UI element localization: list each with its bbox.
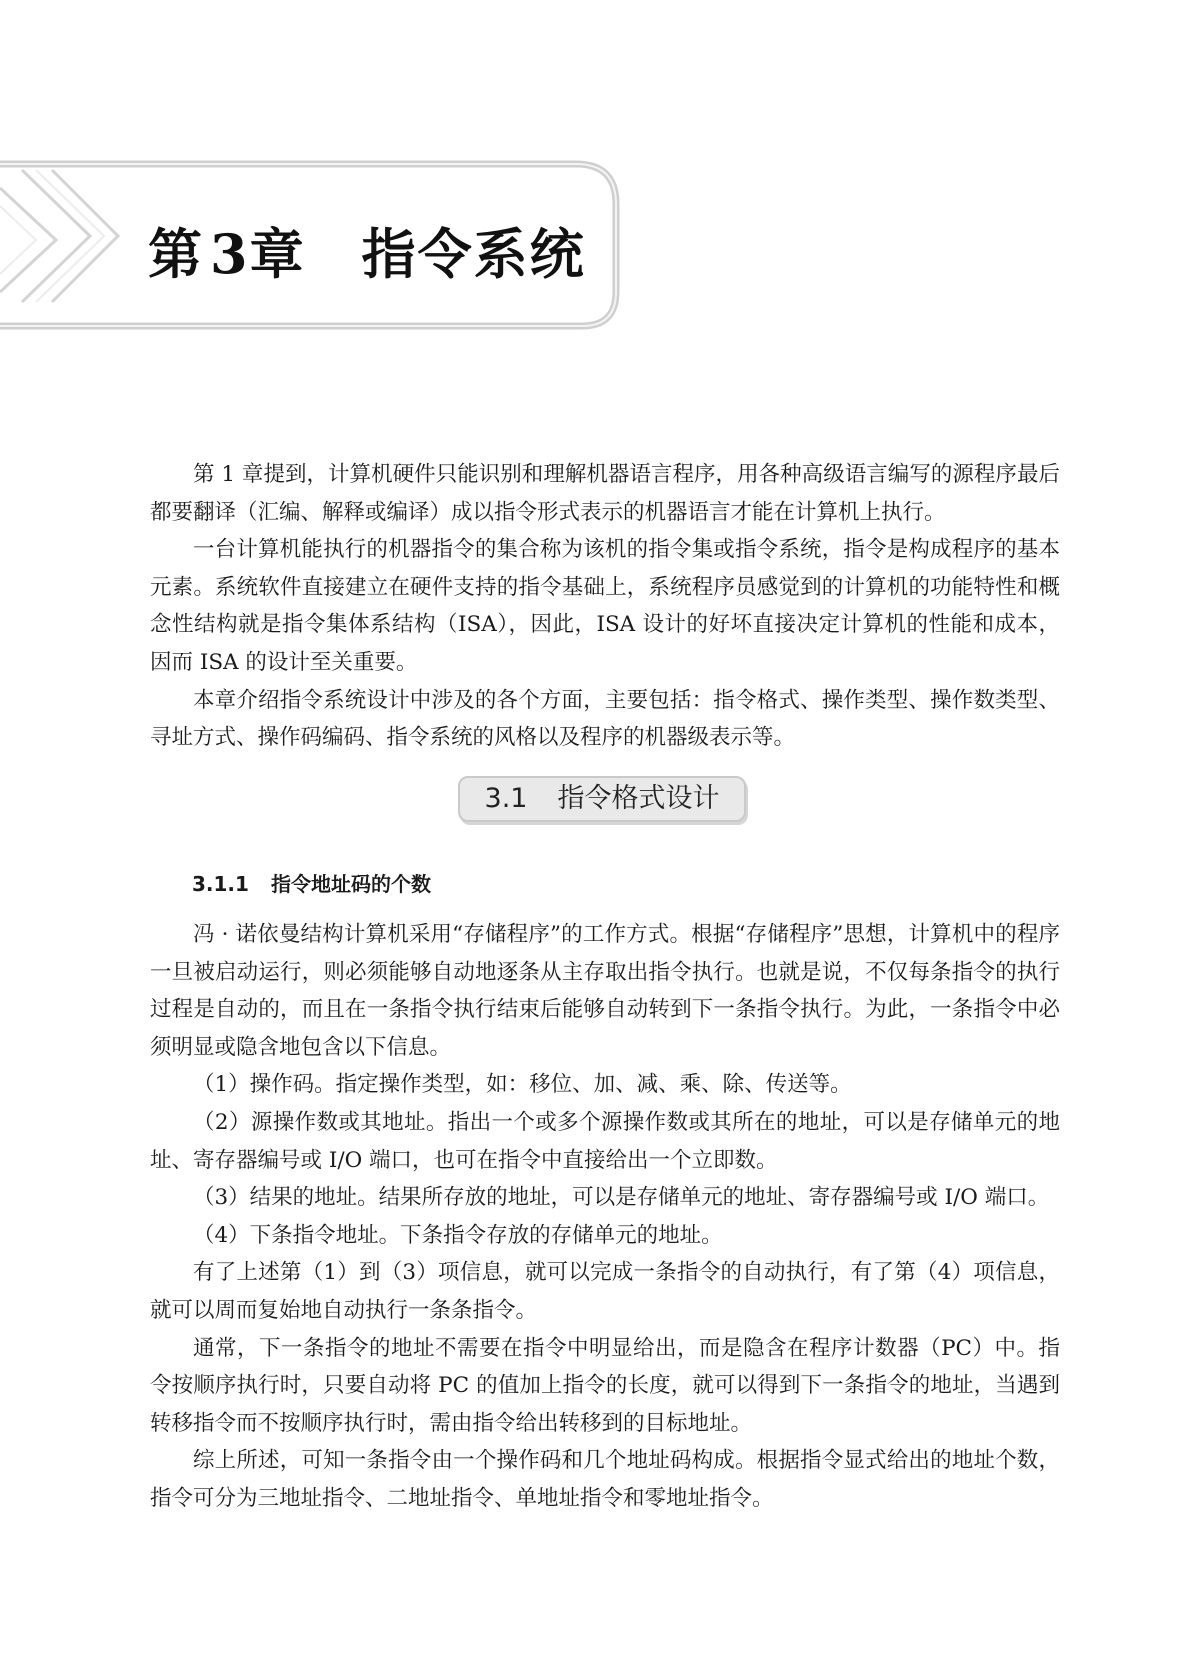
section-number: 3.1 xyxy=(484,783,528,814)
paragraph: （1）操作码。指定操作类型，如：移位、加、减、乘、除、传送等。 xyxy=(193,1072,852,1098)
subsection-heading xyxy=(192,868,431,897)
paragraph: 通常，下一条指令的地址不需要在指令中明显给出，而是隐含在程序计数器（PC）中。指令按顺序执行时，只要自动将 PC 的值加上指令的长度，就可以得到下一条指令的地址，当遇到转移指令而不按顺序执行时，需由指令给出转移到的目标地址。 xyxy=(150,1335,1060,1436)
paragraph: （4）下条指令地址。下条指令存放的存储单元的地址。 xyxy=(193,1222,723,1248)
section-heading xyxy=(458,776,746,822)
paragraph: 综上所述，可知一条指令由一个操作码和几个地址码构成。根据指令显式给出的地址个数，指令可分为三地址指令、二地址指令、单地址指令和零地址指令。 xyxy=(150,1448,1060,1511)
paragraph: 本章介绍指令系统设计中涉及的各个方面，主要包括：指令格式、操作类型、操作数类型、寻址方式、操作码编码、指令系统的风格以及程序的机器级表示等。 xyxy=(150,687,1060,751)
subsection-number: 3.1.1 xyxy=(192,872,249,896)
paragraph: 有了上述第（1）到（3）项信息，就可以完成一条指令的自动执行，有了第（4）项信息，就可以周而复始地自动执行一条条指令。 xyxy=(150,1260,1060,1323)
intro-text xyxy=(150,456,1060,757)
chapter-title xyxy=(148,212,586,289)
paragraph: （3）结果的地址。结果所存放的地址，可以是存储单元的地址、寄存器编号或 I/O 端口。 xyxy=(193,1185,1050,1211)
section-title: 指令格式设计 xyxy=(557,783,720,814)
chapter-name: 指令系统 xyxy=(361,222,586,286)
chapter-suffix: 章 xyxy=(249,222,306,286)
paragraph: 冯 · 诺依曼结构计算机采用“存储程序”的工作方式。根据“存储程序”思想，计算机中的程序一旦被启动运行，则必须能够自动地逐条从主存取出指令执行。也就是说，不仅每条指令的执行过程是自动的，而且在一条指令执行结束后能够自动转到下一条指令执行。为此，一条指令中必须明显或隐含地包含以下信息。 xyxy=(150,922,1060,1060)
subsection-title: 指令地址码的个数 xyxy=(270,872,431,896)
chapter-number: 3 xyxy=(210,222,250,286)
paragraph: 第 1 章提到，计算机硬件只能识别和理解机器语言程序，用各种高级语言编写的源程序最后都要翻译（汇编、解释或编译）成以指令形式表示的机器语言才能在计算机上执行。 xyxy=(150,462,1060,525)
main-text xyxy=(150,916,1060,1518)
chapter-prefix: 第 xyxy=(148,222,204,286)
paragraph: （2）源操作数或其地址。指出一个或多个源操作数或其所在的地址，可以是存储单元的地址、寄存器编号或 I/O 端口，也可在指令中直接给出一个立即数。 xyxy=(150,1109,1060,1173)
paragraph: 一台计算机能执行的机器指令的集合称为该机的指令集或指令系统，指令是构成程序的基本元素。系统软件直接建立在硬件支持的指令基础上，系统程序员感觉到的计算机的功能特性和概念性结构就是指令集体系结构（ISA），因此，ISA 设计的好坏直接决定计算机的性能和成本，因而 ISA 的设计至关重要。 xyxy=(150,537,1060,675)
